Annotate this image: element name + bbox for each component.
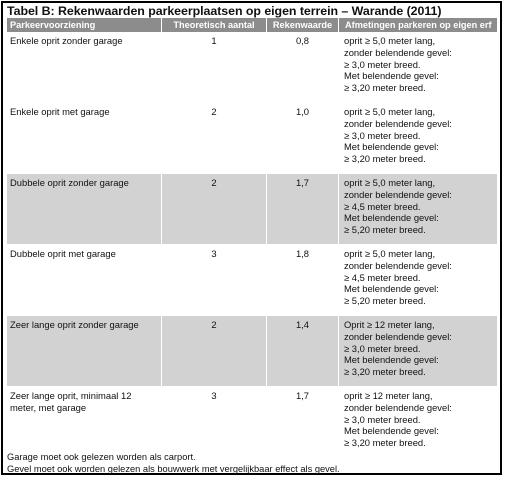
- cell-text: zonder belendende gevel:: [344, 188, 452, 200]
- header-theoretisch-aantal: Theoretisch aantal: [162, 18, 267, 32]
- cell-text: ≥ 3,20 meter breed.: [344, 82, 426, 94]
- table-frame: [1, 1, 502, 475]
- cell-text: oprit ≥ 5,0 meter lang,: [344, 177, 436, 188]
- table-row: [7, 387, 498, 458]
- cell-parkeervoorziening: [7, 387, 162, 458]
- cell-text: Met belendende gevel:: [344, 283, 439, 295]
- table-row: [7, 316, 498, 387]
- cell-rekenwaarde: 1,4: [267, 316, 339, 387]
- cell-parkeervoorziening: [7, 245, 162, 316]
- cell-text: ≥ 4,5 meter breed.: [344, 271, 421, 283]
- cell-parkeervoorziening: [7, 174, 162, 245]
- cell-text: meter, met garage: [10, 401, 87, 413]
- cell-text: Zeer lange oprit, minimaal 12: [10, 390, 132, 401]
- cell-text: ≥ 5,20 meter breed.: [344, 295, 426, 307]
- cell-afmetingen: [339, 316, 498, 387]
- cell-text: zonder belendende gevel:: [344, 117, 452, 129]
- cell-text: ≥ 4,5 meter breed.: [344, 200, 421, 212]
- cell-parkeervoorziening: [7, 316, 162, 387]
- cell-text: zonder belendende gevel:: [344, 401, 452, 413]
- cell-text: ≥ 3,20 meter breed.: [344, 366, 426, 378]
- parking-table: [6, 18, 498, 457]
- cell-rekenwaarde: 1,8: [267, 245, 339, 316]
- cell-rekenwaarde: 1,7: [267, 387, 339, 458]
- header-afmetingen: Afmetingen parkeren op eigen erf: [339, 18, 498, 32]
- cell-theoretisch-aantal: 2: [162, 174, 267, 245]
- cell-text: Enkele oprit met garage: [10, 106, 110, 117]
- cell-text: Dubbele oprit met garage: [10, 248, 116, 259]
- table-row: [7, 174, 498, 245]
- cell-afmetingen: [339, 32, 498, 103]
- cell-theoretisch-aantal: 3: [162, 387, 267, 458]
- table-header-row: [7, 18, 498, 32]
- cell-text: Met belendende gevel:: [344, 141, 439, 153]
- cell-parkeervoorziening: [7, 103, 162, 174]
- table-row: [7, 103, 498, 174]
- cell-text: ≥ 5,20 meter breed.: [344, 224, 426, 236]
- table-title: Tabel B: Rekenwaarden parkeerplaatsen op eigen terrein – Warande (2011): [7, 4, 442, 18]
- cell-text: Enkele oprit zonder garage: [10, 35, 123, 46]
- header-parkeervoorziening: Parkeervoorziening: [7, 18, 162, 32]
- cell-text: Met belendende gevel:: [344, 425, 439, 437]
- cell-parkeervoorziening: [7, 32, 162, 103]
- cell-afmetingen: [339, 103, 498, 174]
- cell-text: ≥ 3,0 meter breed.: [344, 413, 421, 425]
- cell-text: Met belendende gevel:: [344, 212, 439, 224]
- cell-afmetingen: [339, 245, 498, 316]
- cell-text: zonder belendende gevel:: [344, 330, 452, 342]
- cell-text: ≥ 3,20 meter breed.: [344, 153, 426, 165]
- cell-text: Met belendende gevel:: [344, 70, 439, 82]
- cell-text: ≥ 3,20 meter breed.: [344, 437, 426, 449]
- cell-rekenwaarde: 0,8: [267, 32, 339, 103]
- cell-text: Oprit ≥ 12 meter lang,: [344, 319, 435, 330]
- cell-text: zonder belendende gevel:: [344, 46, 452, 58]
- cell-theoretisch-aantal: 3: [162, 245, 267, 316]
- table-row: [7, 245, 498, 316]
- note-carport: Garage moet ook gelezen worden als carport.: [7, 452, 196, 462]
- cell-text: oprit ≥ 5,0 meter lang,: [344, 248, 436, 259]
- table-notes: [7, 452, 340, 475]
- cell-afmetingen: [339, 174, 498, 245]
- cell-text: Met belendende gevel:: [344, 354, 439, 366]
- cell-text: oprit ≥ 5,0 meter lang,: [344, 35, 436, 46]
- cell-text: Zeer lange oprit zonder garage: [10, 319, 139, 330]
- header-rekenwaarde: Rekenwaarde: [267, 18, 339, 32]
- cell-text: Dubbele oprit zonder garage: [10, 177, 129, 188]
- cell-rekenwaarde: 1,7: [267, 174, 339, 245]
- table-row: [7, 32, 498, 103]
- cell-text: ≥ 3,0 meter breed.: [344, 58, 421, 70]
- cell-text: ≥ 3,0 meter breed.: [344, 342, 421, 354]
- cell-text: oprit ≥ 12 meter lang,: [344, 390, 433, 401]
- cell-theoretisch-aantal: 2: [162, 103, 267, 174]
- note-gevel: Gevel moet ook worden gelezen als bouwwerk met vergelijkbaar effect als gevel.: [7, 463, 340, 474]
- cell-theoretisch-aantal: 2: [162, 316, 267, 387]
- cell-rekenwaarde: 1,0: [267, 103, 339, 174]
- cell-text: zonder belendende gevel:: [344, 259, 452, 271]
- cell-afmetingen: [339, 387, 498, 458]
- cell-text: oprit ≥ 5,0 meter lang,: [344, 106, 436, 117]
- cell-text: ≥ 3,0 meter breed.: [344, 129, 421, 141]
- cell-theoretisch-aantal: 1: [162, 32, 267, 103]
